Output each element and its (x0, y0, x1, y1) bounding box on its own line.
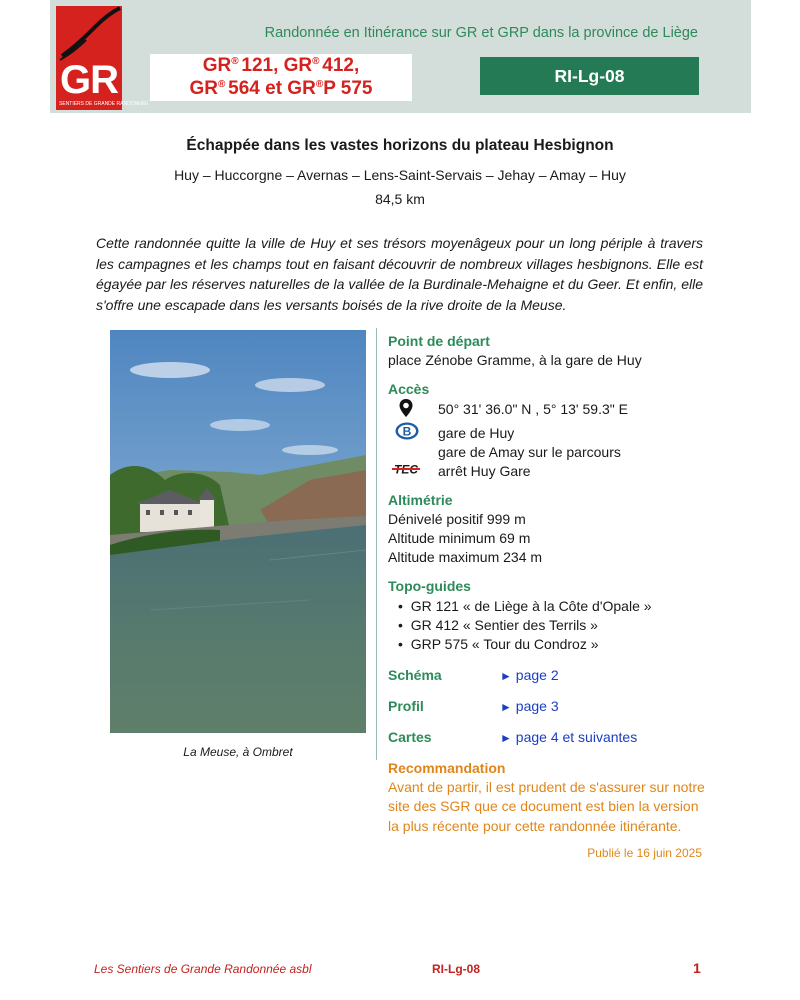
start-text: place Zénobe Gramme, à la gare de Huy (388, 352, 642, 368)
footer-organization: Les Sentiers de Grande Randonnée asbl (94, 962, 312, 976)
footer-code: RI-Lg-08 (432, 962, 480, 976)
profile-link[interactable]: ► page 3 (500, 698, 559, 714)
altimetry-line: Altitude maximum 234 m (388, 549, 543, 565)
photo-caption: La Meuse, à Ombret (183, 745, 293, 759)
map-pin-icon (398, 398, 414, 418)
recommendation-line: site des SGR que ce document est bien la version (388, 798, 699, 814)
publication-date: Publié le 16 juin 2025 (587, 846, 702, 860)
route-distance: 84,5 km (375, 191, 425, 207)
bus-logo-icon (389, 461, 423, 477)
topo-item: • GR 412 « Sentier des Terrils » (398, 617, 598, 633)
logo-subtext: SENTIERS DE GRANDE RANDONNÉE (59, 101, 149, 107)
recommendation-line: la plus récente pour cette randonnée itinérante. (388, 818, 682, 834)
header-subtitle: Randonnée en Itinérance sur GR et GRP dans la province de Liège (264, 25, 698, 41)
altimetry-heading: Altimétrie (388, 492, 453, 508)
schema-link[interactable]: ► page 2 (500, 667, 559, 683)
route-stops: Huy – Huccorgne – Avernas – Lens-Saint-Servais – Jehay – Amay – Huy (174, 167, 626, 183)
recommendation-heading: Recommandation (388, 760, 506, 776)
page-number: 1 (693, 960, 701, 976)
train-logo-icon (395, 422, 419, 440)
topo-item: • GRP 575 « Tour du Condroz » (398, 636, 599, 652)
gr-trails-line-2: GR® 564 et GR®P 575 (189, 78, 373, 99)
start-coordinates: 50° 31' 36.0" N , 5° 13' 59.3" E (438, 401, 628, 417)
svg-text:TEC: TEC (394, 462, 418, 477)
train-station-1: gare de Huy (438, 425, 515, 441)
maps-link[interactable]: ► page 4 et suivantes (500, 729, 638, 745)
recommendation-line: Avant de partir, il est prudent de s'assurer sur notre (388, 779, 705, 795)
schema-label: Schéma (388, 667, 442, 683)
topo-item: • GR 121 « de Liège à la Côte d'Opale » (398, 598, 652, 614)
start-heading: Point de départ (388, 333, 490, 349)
gr-logo (56, 6, 149, 110)
logo-text: GR (60, 58, 118, 102)
profile-label: Profil (388, 698, 424, 714)
intro-paragraph: Cette randonnée quitte la ville de Huy et ses trésors moyenâgeux pour un long périple à travers les campagnes et les champs tout en faisant découvrir de nombreux villages hesbignons. Elle est égayée par les réserves naturelles de la vallée de la Burdinale-Mehaigne et du Geer. Et enfin, elle s'offre une escapade dans les versants boisés de la rive droite de la Meuse. (96, 235, 703, 313)
gr-trails-box (150, 54, 412, 101)
altimetry-line: Dénivelé positif 999 m (388, 511, 526, 527)
river-photo (110, 330, 366, 733)
altimetry-line: Altitude minimum 69 m (388, 530, 531, 546)
access-heading: Accès (388, 381, 430, 397)
page-title: Échappée dans les vastes horizons du plateau Hesbignon (186, 137, 614, 154)
gr-trails-line-1: GR® 121, GR® 412, (202, 55, 360, 76)
maps-label: Cartes (388, 729, 432, 745)
topo-heading: Topo-guides (388, 578, 471, 594)
route-code-badge: RI-Lg-08 (480, 57, 699, 95)
svg-text:B: B (402, 424, 412, 439)
column-divider (376, 328, 377, 760)
train-station-2: gare de Amay sur le parcours (438, 444, 621, 460)
bus-stop: arrêt Huy Gare (438, 463, 531, 479)
